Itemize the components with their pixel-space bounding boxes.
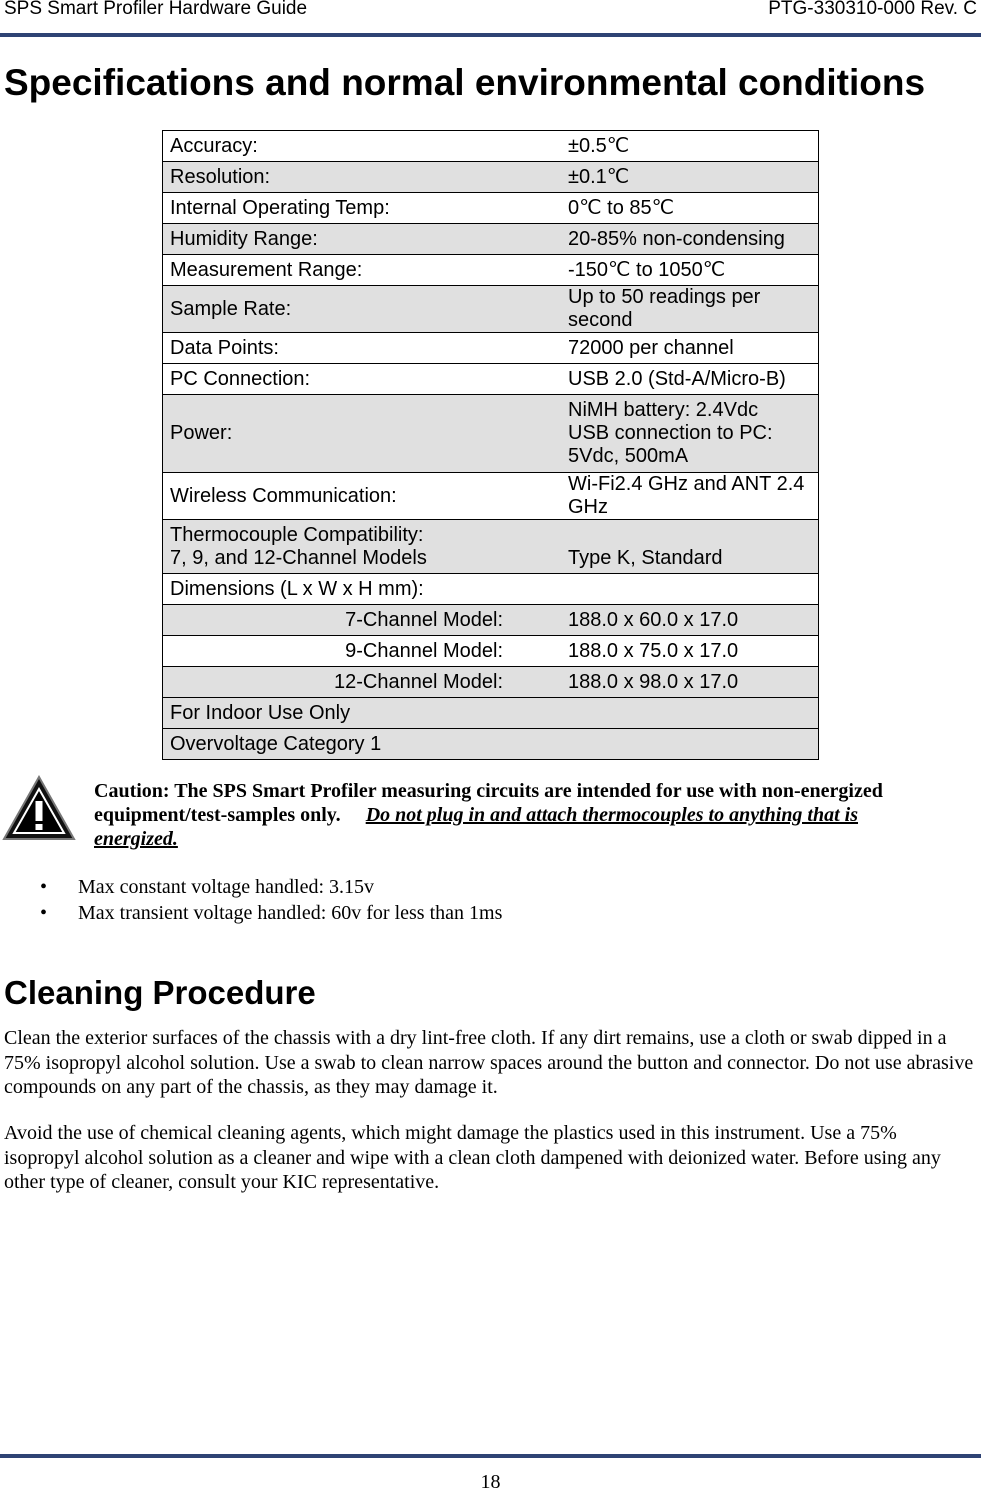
table-row: Resolution: ±0.1℃	[163, 162, 819, 193]
caution-emphasis: Do not plug in and attach thermocouples to anything that is energized.	[94, 804, 859, 850]
cleaning-paragraph-2: Avoid the use of chemical cleaning agents, which might damage the plastics used in this instrument. Use a 75% isopropyl alcohol solution as a cleaner and wipe with a clean cloth dampened with deionized water. Before using any other type of cleaner, consult your KIC representative.	[4, 1122, 941, 1193]
table-row: Overvoltage Category 1	[163, 729, 819, 760]
list-item: • Max constant voltage handled: 3.15v	[0, 874, 502, 900]
table-row: Power: NiMH battery: 2.4Vdc USB connection to PC: 5Vdc, 500mA	[163, 395, 819, 473]
header-doc-number: PTG-330310-000 Rev. C	[768, 0, 977, 19]
voltage-list	[0, 874, 502, 926]
header-rule	[0, 33, 981, 37]
table-row: Data Points: 72000 per channel	[163, 333, 819, 364]
list-item: • Max transient voltage handled: 60v for less than 1ms	[0, 900, 502, 926]
table-row: Dimensions (L x W x H mm):	[163, 574, 819, 605]
table-row: 9-Channel Model: 188.0 x 75.0 x 17.0	[163, 636, 819, 667]
cleaning-paragraph-1: Clean the exterior surfaces of the chassis with a dry lint-free cloth. If any dirt remains, use a cloth or swab dipped in a 75% isopropyl alcohol solution. Use a swab to clean narrow spaces around the button and connector. Do not use abrasive compounds on any part of the chassis, as they may damage it.	[4, 1027, 974, 1098]
table-row: 7-Channel Model: 188.0 x 60.0 x 17.0	[163, 605, 819, 636]
caution-note: Caution: The SPS Smart Profiler measuring circuits are intended for use with non-energized equipment/test-samples only. Do not plug in and attach thermocouples to anything that is energized.	[94, 780, 883, 850]
specs-table	[162, 130, 819, 760]
table-row: Accuracy: ±0.5℃	[163, 131, 819, 162]
table-row: Measurement Range: -150℃ to 1050℃	[163, 255, 819, 286]
page-title: Specifications and normal environmental conditions	[4, 62, 926, 103]
table-row: Sample Rate: Up to 50 readings per second	[163, 286, 819, 333]
header-title: SPS Smart Profiler Hardware Guide	[4, 0, 308, 19]
page-number: 18	[480, 1471, 501, 1490]
footer-rule	[0, 1454, 981, 1458]
section-heading: Cleaning Procedure	[4, 974, 316, 1011]
table-row: Wireless Communication: Wi-Fi2.4 GHz and ANT 2.4 GHz	[163, 473, 819, 520]
warning-triangle-icon	[2, 775, 76, 841]
table-row: Thermocouple Compatibility: 7, 9, and 12-Channel Models Type K, Standard	[163, 520, 819, 574]
table-row: For Indoor Use Only	[163, 698, 819, 729]
table-row: Humidity Range: 20-85% non-condensing	[163, 224, 819, 255]
table-row: 12-Channel Model: 188.0 x 98.0 x 17.0	[163, 667, 819, 698]
table-row: Internal Operating Temp: 0℃ to 85℃	[163, 193, 819, 224]
table-row: PC Connection: USB 2.0 (Std-A/Micro-B)	[163, 364, 819, 395]
